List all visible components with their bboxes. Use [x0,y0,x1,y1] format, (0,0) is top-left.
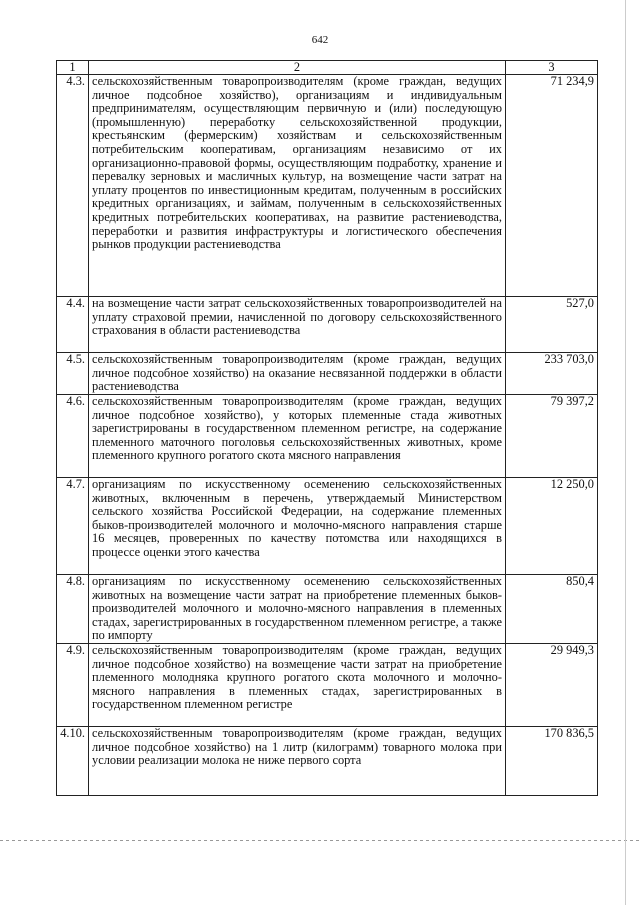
table-row [57,297,598,353]
row-description: сельскохозяйственным товаропроизводителям (кроме граждан, ведущих личное подсобное хозяйство), у которых племенные стада животных зарегистрированы в государственном племенном регистре, на содержание племенного маточного поголовья сельскохозяйственных животных, кроме племенного крупного рогатого скота мясного направления [89,395,506,478]
row-description: сельскохозяйственным товаропроизводителям (кроме граждан, ведущих личное подсобное хозяйство) на 1 литр (килограмм) товарного молока при условии реализации молока не ниже первого сорта [89,727,506,796]
row-number: 4.8. [57,575,89,644]
column-header-1: 1 [57,61,89,75]
row-description: организациям по искусственному осеменению сельскохозяйственных животных на возмещение части затрат на приобретение племенных быков-производителей молочного и молочно-мясного направления в племенных стадах, зарегистрированных в государственном племенном регистре, а также по импорту [89,575,506,644]
page-number: 642 [311,34,329,46]
row-amount: 233 703,0 [506,353,598,395]
row-amount: 79 397,2 [506,395,598,478]
row-description: на возмещение части затрат сельскохозяйственных товаропроизводителей на уплату страховой премии, начисленной по договору сельскохозяйственного страхования в области растениеводства [89,297,506,353]
row-amount: 850,4 [506,575,598,644]
table-row [57,644,598,727]
row-number: 4.7. [57,478,89,575]
row-description: сельскохозяйственным товаропроизводителям (кроме граждан, ведущих личное подсобное хозяйство) на оказание несвязанной поддержки в области растениеводства [89,353,506,395]
table-row [57,727,598,796]
budget-table [56,60,598,796]
column-header-3: 3 [506,61,598,75]
row-number: 4.5. [57,353,89,395]
column-header-2: 2 [89,61,506,75]
table-row [57,575,598,644]
row-number: 4.10. [57,727,89,796]
table-row [57,75,598,297]
row-number: 4.4. [57,297,89,353]
table-row [57,353,598,395]
row-number: 4.3. [57,75,89,297]
row-description: сельскохозяйственным товаропроизводителям (кроме граждан, ведущих личное подсобное хозяйство), организациям и индивидуальным предпринимателям, осуществляющим первичную и (или) последующую (промышленную) переработку сельскохозяйственной продукции, крестьянским (фермерским) хозяйствам и сельскохозяйственным потребительским кооперативам, организациям независимо от их организационно-правовой формы, осуществляющим подработку, хранение и перевалку зерновых и масличных культур, на возмещение части затрат на уплату процентов по инвестиционным кредитам, полученным в российских кредитных организациях, и займам, полученным в сельскохозяйственных кредитных потребительских кооперативах, на развитие растениеводства, переработки и развития инфраструктуры и логистического обеспечения рынков продукции растениеводства [89,75,506,297]
row-number: 4.9. [57,644,89,727]
row-amount: 170 836,5 [506,727,598,796]
scan-artifact-line [0,840,640,841]
table-row [57,395,598,478]
row-amount: 29 949,3 [506,644,598,727]
row-amount: 71 234,9 [506,75,598,297]
table-header-row [57,61,598,75]
table-row [57,478,598,575]
row-amount: 12 250,0 [506,478,598,575]
row-number: 4.6. [57,395,89,478]
row-description: сельскохозяйственным товаропроизводителям (кроме граждан, ведущих личное подсобное хозяйство) на возмещение части затрат на приобретение племенного молодняка крупного рогатого скота молочного и молочно-мясного направления в племенных стадах, зарегистрированных в государственном племенном регистре [89,644,506,727]
row-amount: 527,0 [506,297,598,353]
scan-edge-line [625,0,626,905]
row-description: организациям по искусственному осеменению сельскохозяйственных животных, включенным в перечень, утверждаемый Министерством сельского хозяйства Российской Федерации, на содержание племенных быков-производителей молочного и молочно-мясного направления старше 16 месяцев, проверенных по качеству потомства или находящихся в процессе оценки этого качества [89,478,506,575]
